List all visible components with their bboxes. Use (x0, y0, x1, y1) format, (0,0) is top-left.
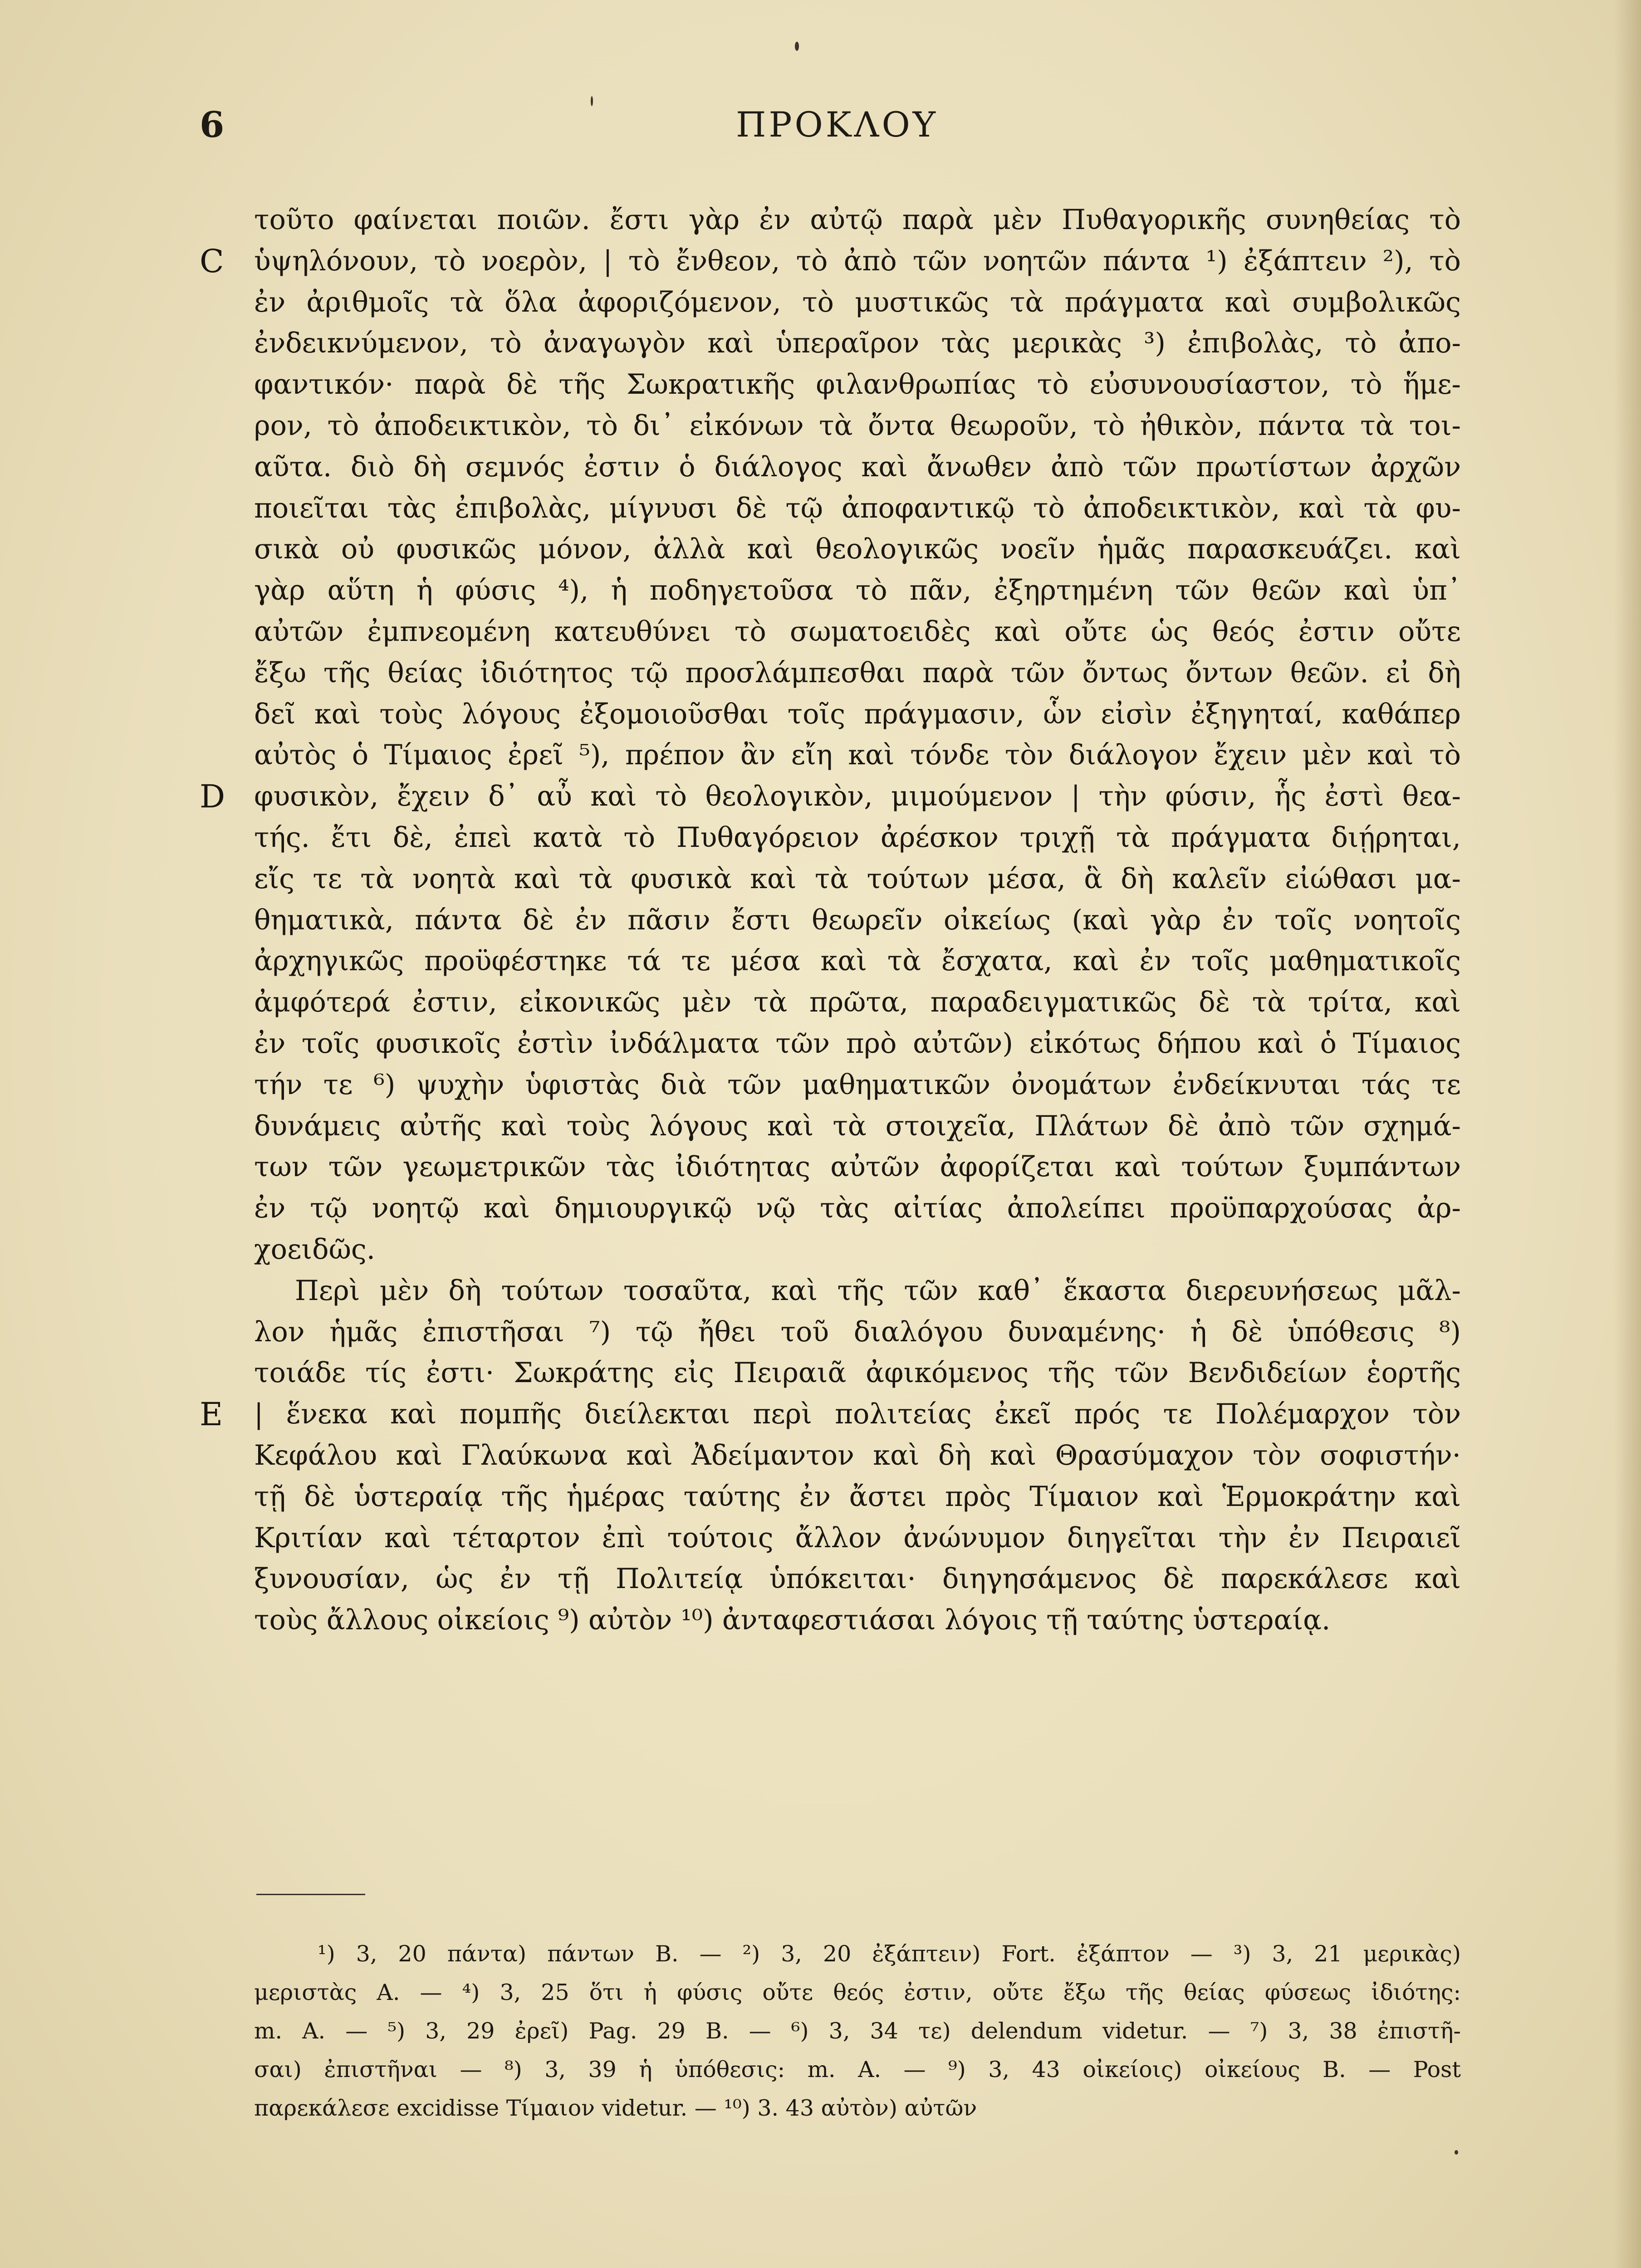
text-line: ἐν τοῖς φυσικοῖς ἐστὶν ἰνδάλματα τῶν πρὸ αὐτῶν) εἰκότως δήπου καὶ ὁ Τίμαιος (254, 1027, 1461, 1060)
text-line: ἐν τῷ νοητῷ καὶ δημιουργικῷ νῷ τὰς αἰτίας ἀπολείπει προϋπαρχούσας ἀρ- (254, 1193, 1461, 1225)
text-line: αὐτῶν ἐμπνεομένη κατευθύνει τὸ σωματοειδὲς καὶ οὔτε ὡς θεός ἐστιν οὔτε (254, 616, 1461, 648)
text-line: των τῶν γεωμετρικῶν τὰς ἰδιότητας αὐτῶν ἀφορίζεται καὶ τούτων ξυμπάντων (254, 1151, 1461, 1183)
text-line: θηματικὰ, πάντα δὲ ἐν πᾶσιν ἔστι θεωρεῖν οἰκείως (καὶ γὰρ ἐν τοῖς νοητοῖς (254, 904, 1461, 936)
text-line: E | ἕνεκα καὶ πομπῆς διείλεκται περὶ πολιτείας ἐκεῖ πρός τε Πολέμαρχον τὸν (254, 1394, 1461, 1435)
footnote-line: σαι) ἐπιστῆναι — ⁸) 3, 39 ἡ ὑπόθεσις: m. A. — ⁹) 3, 43 οἰκείοις) οἰκείους B. — Post (254, 2057, 1461, 2082)
page-header (191, 104, 1484, 159)
text-line: χοειδῶς. (254, 1233, 376, 1266)
text-line: ποιεῖται τὰς ἐπιβολὰς, μίγνυσι δὲ τῷ ἀποφαντικῷ τὸ ἀποδεικτικὸν, καὶ τὰ φυ- (254, 492, 1461, 524)
text-line: Κριτίαν καὶ τέταρτον ἐπὶ τούτοις ἄλλον ἀνώνυμον διηγεῖται τὴν ἐν Πειραιεῖ (254, 1522, 1461, 1554)
footnote-line: μεριστὰς A. — ⁴) 3, 25 ὅτι ἡ φύσις οὔτε θεός ἐστιν, οὔτε ἔξω τῆς θείας φύσεως ἰδιότης: (254, 1980, 1461, 2005)
margin-marker: E (200, 1396, 223, 1433)
text-line: λον ἡμᾶς ἐπιστῆσαι ⁷) τῷ ἤθει τοῦ διαλόγου δυναμένης· ἡ δὲ ὑπόθεσις ⁸) (254, 1316, 1461, 1348)
main-text (200, 200, 1461, 1641)
text-line: τής. ἔτι δὲ, ἐπεὶ κατὰ τὸ Πυθαγόρειον ἀρέσκον τριχῇ τὰ πράγματα διῄρηται, (254, 821, 1461, 854)
text-line: τοὺς ἄλλους οἰκείοις ⁹) αὐτὸν ¹⁰) ἀνταφεστιάσαι λόγοις τῇ ταύτης ὑστεραίᾳ. (254, 1604, 1331, 1637)
text-line: δεῖ καὶ τοὺς λόγους ἐξομοιοῦσθαι τοῖς πράγμασιν, ὧν εἰσὶν ἐξηγηταί, καθάπερ (254, 698, 1461, 730)
margin-marker: C (200, 242, 224, 280)
text-line: γὰρ αὕτη ἡ φύσις ⁴), ἡ ποδηγετοῦσα τὸ πᾶν, ἐξηρτημένη τῶν θεῶν καὶ ὑπ᾽ (254, 575, 1461, 607)
text-line: Κεφάλου καὶ Γλαύκωνα καὶ Ἀδείμαντον καὶ δὴ καὶ Θρασύμαχον τὸν σοφιστήν· (254, 1439, 1461, 1471)
text-line: ἀρχηγικῶς προϋφέστηκε τά τε μέσα καὶ τὰ ἔσχατα, καὶ ἐν τοῖς μαθηματικοῖς (254, 945, 1461, 978)
page-edge-shadow (1614, 0, 1641, 2268)
text-line: τοιάδε τίς ἐστι· Σωκράτης εἰς Πειραιᾶ ἀφικόμενος τῆς τῶν Βενδιδείων ἑορτῆς (254, 1357, 1461, 1389)
text-line: D φυσικὸν, ἔχειν δ᾽ αὖ καὶ τὸ θεολογικὸν, μιμούμενον | τὴν φύσιν, ἧς ἐστὶ θεα- (254, 776, 1461, 817)
text-line: αὐτὸς ὁ Τίμαιος ἐρεῖ ⁵), πρέπον ἂν εἴη καὶ τόνδε τὸν διάλογον ἔχειν μὲν καὶ τὸ (254, 739, 1461, 772)
text-line: τῇ δὲ ὑστεραίᾳ τῆς ἡμέρας ταύτης ἐν ἄστει πρὸς Τίμαιον καὶ Ἑρμοκράτην καὶ (254, 1481, 1461, 1513)
margin-marker: D (200, 778, 225, 816)
text-line: δυνάμεις αὐτῆς καὶ τοὺς λόγους καὶ τὰ στοιχεῖα, Πλάτων δὲ ἀπὸ τῶν σχημά- (254, 1110, 1461, 1142)
ink-speck (1455, 2150, 1458, 2155)
text-line: Περὶ μὲν δὴ τούτων τοσαῦτα, καὶ τῆς τῶν καθ᾽ ἕκαστα διερευνήσεως μᾶλ- (295, 1275, 1461, 1307)
footnote-line: m. A. — ⁵) 3, 29 ἐρεῖ) Pag. 29 B. — ⁶) 3, 34 τε) delendum videtur. — ⁷) 3, 38 ἐπιστῆ- (254, 2018, 1461, 2044)
text-line: ἔξω τῆς θείας ἰδιότητος τῷ προσλάμπεσθαι παρὰ τῶν ὄντως ὄντων θεῶν. εἰ δὴ (254, 657, 1461, 689)
text-line: φαντικόν· παρὰ δὲ τῆς Σωκρατικῆς φιλανθρωπίας τὸ εὐσυνουσίαστον, τὸ ἥμε- (254, 369, 1461, 401)
footnote-line: ¹) 3, 20 πάντα) πάντων B. — ²) 3, 20 ἐξάπτειν) Fort. ἐξάπτον — ³) 3, 21 μερικὰς) (318, 1941, 1461, 1967)
footnote-rule (256, 1894, 365, 1895)
text-line: ρον, τὸ ἀποδεικτικὸν, τὸ δι᾽ εἰκόνων τὰ ὄντα θεωροῦν, τὸ ἠθικὸν, πάντα τὰ τοι- (254, 410, 1461, 442)
text-line: τήν τε ⁶) ψυχὴν ὑφιστὰς διὰ τῶν μαθηματικῶν ὀνομάτων ἐνδείκνυται τάς τε (254, 1069, 1461, 1101)
text-line: ἐνδεικνύμενον, τὸ ἀναγωγὸν καὶ ὑπεραῖρον τὰς μερικὰς ³) ἐπιβολὰς, τὸ ἀπο- (254, 327, 1461, 360)
page-number: 6 (200, 104, 225, 146)
footnote-line: παρεκάλεσε excidisse Τίμαιον videtur. — ¹⁰) 3. 43 αὐτὸν) αὐτῶν (254, 2095, 977, 2121)
text-line: C ὑψηλόνουν, τὸ νοερὸν, | τὸ ἔνθεον, τὸ ἀπὸ τῶν νοητῶν πάντα ¹) ἐξάπτειν ²), τὸ (254, 241, 1461, 282)
text-line: ἐν ἀριθμοῖς τὰ ὅλα ἀφοριζόμενον, τὸ μυστικῶς τὰ πράγματα καὶ συμβολικῶς (254, 286, 1461, 318)
text-line: τοῦτο φαίνεται ποιῶν. ἔστι γὰρ ἐν αὐτῷ παρὰ μὲν Πυθαγορικῆς συνηθείας τὸ (254, 204, 1461, 236)
text-line: ξυνουσίαν, ὡς ἐν τῇ Πολιτείᾳ ὑπόκειται· διηγησάμενος δὲ παρεκάλεσε καὶ (254, 1563, 1461, 1595)
text-line: ἀμφότερά ἐστιν, εἰκονικῶς μὲν τὰ πρῶτα, παραδειγματικῶς δὲ τὰ τρίτα, καὶ (254, 987, 1461, 1019)
running-title: ΠΡΟΚΛΟΥ (736, 104, 938, 145)
ink-speck (795, 42, 799, 51)
footnotes (254, 1935, 1461, 2127)
text-line: αῦτα. διὸ δὴ σεμνός ἐστιν ὁ διάλογος καὶ ἄνωθεν ἀπὸ τῶν πρωτίστων ἀρχῶν (254, 451, 1461, 483)
text-line: εἴς τε τὰ νοητὰ καὶ τὰ φυσικὰ καὶ τὰ τούτων μέσα, ἃ δὴ καλεῖν εἰώθασι μα- (254, 863, 1461, 895)
text-line: σικὰ οὐ φυσικῶς μόνον, ἀλλὰ καὶ θεολογικῶς νοεῖν ἡμᾶς παρασκευάζει. καὶ (254, 533, 1461, 566)
